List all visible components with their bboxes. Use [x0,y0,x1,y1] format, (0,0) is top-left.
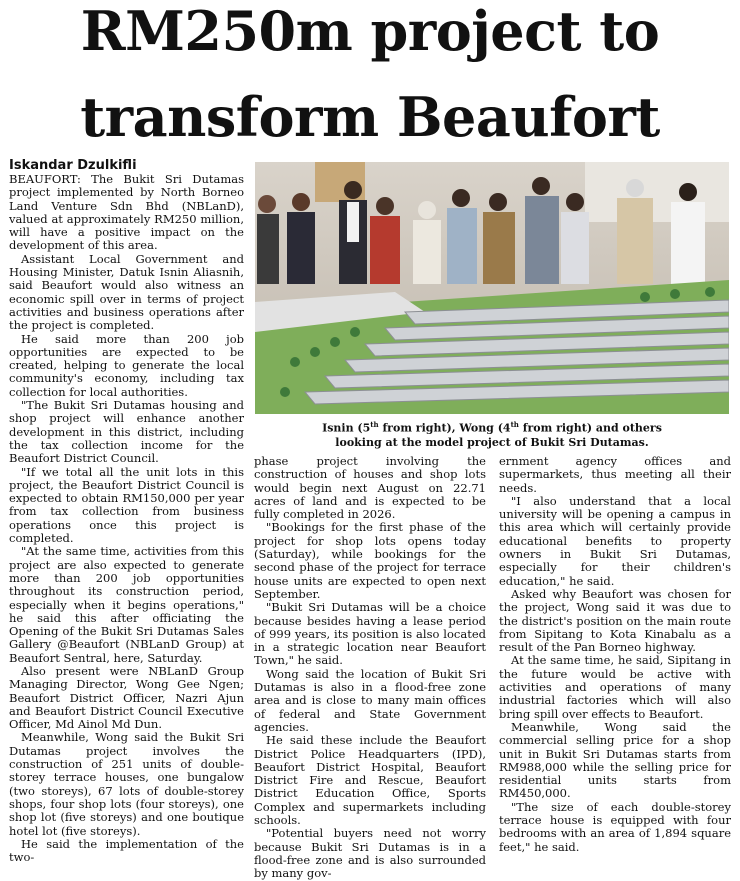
paragraph: He said these include the Beaufort District Police Headquarters (IPD), Beaufort District Hospital, Beaufort District Fire and Rescue, Beaufort District Education Office, Sports Complex and supermarkets including schools. [254,733,486,828]
headline-line-2: transform Beaufort [80,85,660,149]
article-column-1 [9,173,244,864]
paragraph: "Bookings for the first phase of the project for shop lots opens today (Saturday), while bookings for the second phase of the project for terrace house units are expected to open next September. [254,520,486,601]
caption-superscript: th [370,420,379,429]
caption-text: from right), Wong (4 [378,421,511,435]
caption-line-2: looking at the model project of Bukit Sri Dutamas. [335,435,649,449]
paragraph: Assistant Local Government and Housing Minister, Datuk Isnin Aliasnih, said Beaufort would also witness an economic spill over in terms of project activities and business operations after the project is completed. [9,251,244,333]
paragraph: Meanwhile, Wong said the Bukit Sri Dutamas project involves the construction of 251 units of double-storey terrace houses, one bungalow (two storeys), 67 lots of double-storey shops, four shop lots (four storeys), one shop lot (five storeys) and one boutique hotel lot (five storeys). [9,730,244,838]
paragraph: "Bukit Sri Dutamas will be a choice because besides having a lease period of 999 years, its position is also located in a strategic location near Beaufort Town," he said. [254,600,486,668]
paragraph: Asked why Beaufort was chosen for the project, Wong said it was due to the district's position on the main route from Sipitang to Kota Kinabalu as a result of the Pan Borneo highway. [499,586,731,655]
paragraph: Meanwhile, Wong said the commercial selling price for a shop unit in Bukit Sri Dutamas starts from RM988,000 while the selling price for residential units starts from RM450,000. [499,719,731,801]
paragraph: "Potential buyers need not worry because Bukit Sri Dutamas is in a flood-free zone and is also surrounded by many gov- [254,826,486,881]
paragraph: Wong said the location of Bukit Sri Dutamas is also in a flood-free zone area and is close to many main offices of federal and State Government agencies. [254,666,486,734]
byline: Iskandar Dzulkifli [9,158,137,173]
caption-line-1 [255,418,729,436]
paragraph: He said the implementation of the two- [9,836,244,865]
photo-caption [255,418,729,450]
photo-illustration [255,162,729,414]
paragraph: "At the same time, activities from this project are also expected to generate more than 200 job opportunities throughout its construction period, especially when it begins operations," he said this after officiating the Opening of the Bukit Sri Dutamas Sales Gallery @Beaufort (NBLanD Group) at Beaufort Sentral, here, Saturday. [9,544,244,665]
paragraph: BEAUFORT: The Bukit Sri Dutamas project implemented by North Borneo Land Venture Sdn Bhd (NBLanD), valued at approximately RM250 million, will have a positive impact on the development of this area. [9,172,244,253]
paragraph: "The size of each double-storey terrace house is equipped with four bedrooms with an area of 1,894 square feet," he said. [499,799,731,854]
paragraph: ernment agency offices and supermarkets, thus meeting all their needs. [499,454,731,495]
paragraph: He said more than 200 job opportunities are expected to be created, helping to generate the local community's economy, including tax collection for local authorities. [9,331,244,399]
paragraph: At the same time, he said, Sipitang in the future would be active with activities and operations of many industrial factories which will also bring spill over effects to Beaufort. [499,653,731,721]
caption-text: from right) and others [518,421,662,435]
paragraph: "I also understand that a local university will be opening a campus in this area which will certainly provide educational benefits to property owners in Bukit Sri Dutamas, especially for their children's education," he said. [499,493,731,588]
article-column-3 [499,455,731,854]
paragraph: "If we total all the unit lots in this project, the Beaufort District Council is expected to obtain RM150,000 per year from tax collection from business operations once this project is completed. [9,464,244,546]
paragraph: phase project involving the construction of houses and shop lots would begin next August on 22.71 acres of land and is expected to be fully completed in 2026. [254,454,486,522]
paragraph: "The Bukit Sri Dutamas housing and shop project will enhance another development in this district, including the tax collection income for the Beaufort District Council. [9,398,244,466]
article-photo [255,162,729,414]
headline-line-1: RM250m project to [80,0,660,63]
paragraph: Also present were NBLanD Group Managing Director, Wong Gee Ngen; Beaufort District Officer, Nazri Ajun and Beaufort District Council Executive Officer, Md Ainol Md Dun. [9,663,244,732]
caption-superscript: th [510,420,519,429]
article-column-2 [254,455,486,881]
caption-text: Isnin (5 [322,421,371,435]
